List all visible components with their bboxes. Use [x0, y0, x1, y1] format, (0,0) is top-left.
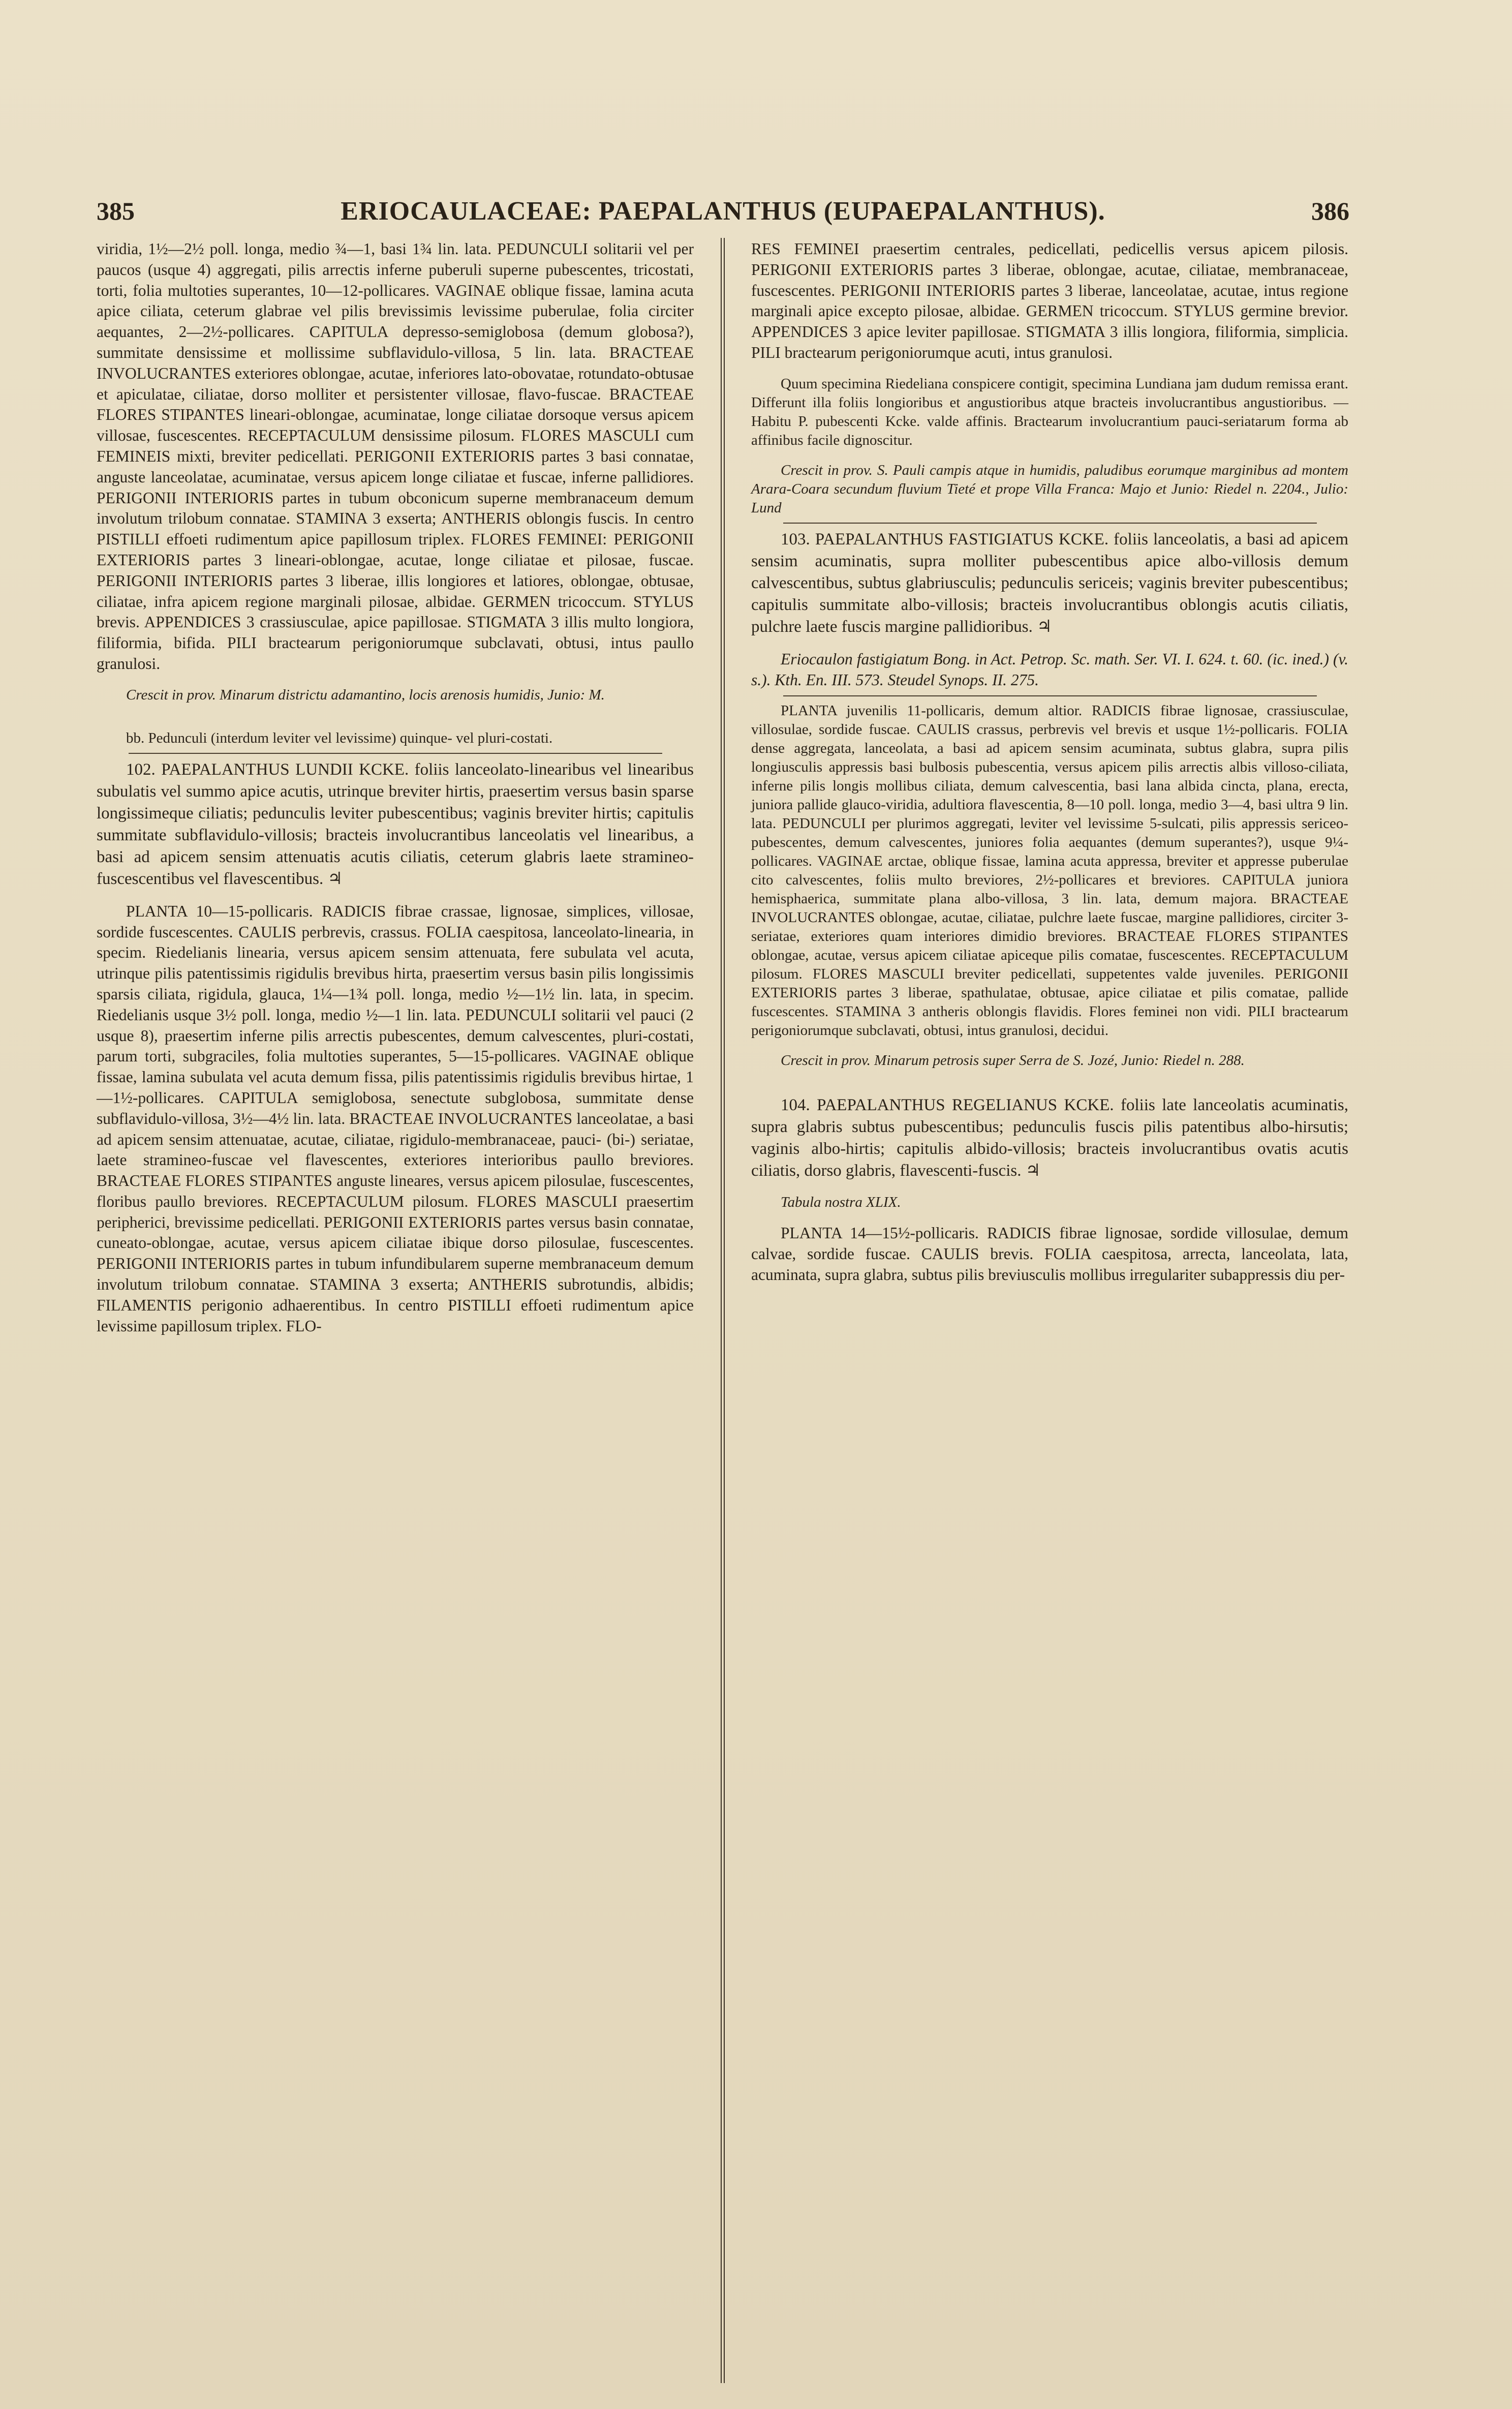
left-page-number: 385 [97, 197, 135, 225]
species-diagnosis: 102. PAEPALANTHUS LUNDII KCKE. foliis lanceolato-linearibus vel linearibus subulatis vel summo apice acutis, utrinque breviter hirtis, praesertim versus basin sparse longissimeque ciliatis; pedunculis leviter pubescentibus; vaginis breviter hirtis; capitulis summitate subflavidulo-villosis; bracteis involucrantibus lanceolatis vel linearibus, a basi ad apicem sensim attenuatis acutis ciliatis, ceterum glabris laete stramineo-fuscescentibus vel flavescentibus. ♃ [97, 760, 694, 888]
right-page-number: 386 [1311, 197, 1349, 225]
locality-note: Crescit in prov. Minarum districtu adamantino, locis arenosis humidis, Junio: M. [126, 686, 605, 703]
divider [783, 523, 1317, 524]
description-continuation: RES FEMINEI praesertim centrales, pedicellati, pedicellis versus apicem pilosis. PERIGONII EXTERIORIS partes 3 liberae, oblongae, acutae, ciliatae, membranaceae, fuscescentes. PERIGONII INTERIORIS partes 3 liberae, lanceolatae, acutae, intus regione marginali apice excepto pilosae, albidae. GERMEN tricoccum. STYLUS germine brevior. APPENDICES 3 apice leviter papillosae. STIGMATA 3 illis longiora, filiformia, simplicia. PILI bractearum perigoniorumque acuti, intus granulosi. [751, 240, 1348, 361]
left-column [97, 239, 694, 1336]
species-description: PLANTA 14—15½-pollicaris. RADICIS fibrae lignosae, sordide villosulae, demum calvae, sordide fuscae. CAULIS brevis. FOLIA caespitosa, arrecta, lanceolata, lata, acuminata, supra glabra, subtus pilis breviusculis mollibus irregulariter subappressis diu per- [751, 1224, 1348, 1284]
remarks: Quum specimina Riedeliana conspicere contigit, specimina Lundiana jam dudum remissa erant. Differunt illa foliis longioribus et angustioribus atque bracteis involucrantibus angustioribus. — Habitu P. pubescenti Kcke. valde affinis. Bractearum involucrantium pauci-seriatarum forma ab affinibus facile dignoscitur. [751, 375, 1348, 448]
section-key: bb. Pedunculi (interdum leviter vel levissime) quinque- vel pluri-costati. [126, 729, 553, 746]
right-column [751, 239, 1348, 1286]
species-diagnosis: 103. PAEPALANTHUS FASTIGIATUS KCKE. foliis lanceolatis, a basi ad apicem sensim acuminatis, supra molliter pubescentibus apice albo-villosis demum calvescentibus, subtus glabriusculis; pedunculis sericeis; vaginis breviter pubescentibus; capitulis summitate albo-villosis; bracteis involucrantibus oblongis acutis ciliatis, pulchre laete fuscis margine pallidioribus. ♃ [751, 530, 1348, 636]
page-header [97, 196, 1349, 232]
running-title: ERIOCAULACEAE: PAEPALANTHUS (EUPAEPALANTHUS). [341, 197, 1105, 226]
species-description: PLANTA juvenilis 11-pollicaris, demum altior. RADICIS fibrae lignosae, crassiusculae, villosulae, sordide fuscae. CAULIS crassus, perbrevis vel brevis et usque 1½-pollicaris. FOLIA dense aggregata, lanceolata, a basi ad apicem sensim acuminata, subtus glabra, supra pilis longiusculis appressis basi bulbosis pubescentia, versus apicem pilis arrectis albis villoso-ciliata, inferne pilis longis mollibus ciliata, demum calvescentia, basi lana albida cincta, plana, erecta, juniora pallide glauco-viridia, adultiora flavescentia, 8—10 poll. longa, medio 3—4, basi ultra 9 lin. lata. PEDUNCULI per plurimos aggregati, leviter vel levissime 5-sulcati, pilis appressis sericeo-pubescentes, demum calvescentes, juniores folia aequantes (demum superantes?), usque 9¼-pollicares. VAGINAE arctae, oblique fissae, lamina acuta appressa, breviter et appresse puberulae cito calvescentes, foliis multo breviores, 2½-pollicares et breviores. CAPITULA juniora hemisphaerica, summitate plana albo-villosa, 3 lin. lata, demum majora. BRACTEAE INVOLUCRANTES oblongae, acutae, ciliatae, pulchre laete fuscae, margine pallidiores, circiter 3-seriatae, exteriores quam interiores dimidio breviores. BRACTEAE FLORES STIPANTES oblongae, acutae, versus apicem ciliatae apiceque pilis comatae, fuscescentes. RECEPTACULUM pilosum. FLORES MASCULI breviter pedicellati, suppetentes valde juveniles. PERIGONII EXTERIORIS partes 3 liberae, spathulatae, obtusae, apice ciliatae et pilis comatae, pallide fuscescentes. STAMINA 3 antheris oblongis flavidis. Flores feminei non vidi. PILI bractearum perigoniorumque subclavati, obtusi, intus granulosi, decidui. [751, 703, 1348, 1039]
locality-note: Crescit in prov. S. Pauli campis atque in humidis, paludibus eorumque marginibus ad montem Arara-Coara secundum fluvium Tieté et prope Villa Franca: Majo et Junio: Riedel n. 2204., Julio: Lund [751, 462, 1348, 516]
locality-note: Crescit in prov. Minarum petrosis super Serra de S. Jozé, Junio: Riedel n. 288. [781, 1052, 1245, 1069]
species-diagnosis: 104. PAEPALANTHUS REGELIANUS KCKE. foliis late lanceolatis acuminatis, supra glabris subtus pubescentibus; pedunculis fuscis pilis patentibus albo-hirsutis; vaginis albo-hirtis; capitulis albido-villosis; bracteis involucrantibus ovatis acutis ciliatis, dorso glabris, flavescenti-fuscis. ♃ [751, 1096, 1348, 1180]
divider [129, 753, 662, 754]
column-rule [721, 238, 725, 2383]
species-description: PLANTA 10—15-pollicaris. RADICIS fibrae crassae, lignosae, simplices, villosae, sordide fuscescentes. CAULIS perbrevis, crassus. FOLIA caespitosa, lanceolato-linearia, in specim. Riedelianis linearia, versus apicem sensim attenuata, fere subulata vel acuta, utrinque pilis patentissimis rigidulis brevibus hirta, praesertim versus basin pilis longissimis sparsis ciliata, rigidula, glauca, 1¼—1¾ poll. longa, medio ½—1½ lin. lata, in specim. Riedelianis usque 3½ poll. longa, medio ½—1 lin. lata. PEDUNCULI solitarii vel pauci (2 usque 8), praesertim inferne pilis arrectis pubescentes, demum calvescentes, pluri-costati, parum torti, subgraciles, folia multoties superantes, 5—15-pollicares. VAGINAE oblique fissae, lamina subulata vel acuta demum fissa, pilis patentissimis rigidulis brevibus hirtae, 1—1½-pollicares. CAPITULA semiglobosa, senectute subglobosa, summitate dense subflavidulo-villosa, 3½—4½ lin. lata. BRACTEAE INVOLUCRANTES lanceolatae, a basi ad apicem sensim attenuatae, acutae, ciliatae, rigidulo-membranaceae, pauci- (bi-) seriatae, laete stramineo-fuscae vel flavescentes, exteriores interioribus paullo breviores. BRACTEAE FLORES STIPANTES anguste lineares, versus apicem pilosulae, fuscescentes, floribus paullo breviores. RECEPTACULUM pilosum. FLORES MASCULI praesertim peripherici, brevissime pedicellati. PERIGONII EXTERIORIS partes versus basin connatae, cuneato-oblongae, acutae, versus apicem ciliatae ibique dorso pilosulae, fuscescentes. PERIGONII INTERIORIS partes in tubum infundibularem superne membranaceum demum involutum trilobum connatae. STAMINA 3 exserta; ANTHERIS subrotundis, albidis; FILAMENTIS perigonio adhaerentibus. In centro PISTILLI effoeti rudimentum apice levissime papillosum triplex. FLO- [97, 902, 694, 1335]
plate-reference: Tabula nostra XLIX. [781, 1194, 901, 1211]
synonymy: Eriocaulon fastigiatum Bong. in Act. Petrop. Sc. math. Ser. VI. I. 624. t. 60. (ic. ined.) (v. s.). Kth. En. III. 573. Steudel Synops. II. 275. [751, 650, 1348, 689]
description-paragraph: viridia, 1½—2½ poll. longa, medio ¾—1, basi 1¾ lin. lata. PEDUNCULI solitarii vel per paucos (usque 4) aggregati, pilis arrectis inferne puberuli superne pubescentes, tricostati, torti, folia multoties superantes, 10—12-pollicares. VAGINAE oblique fissae, lamina acuta apice ciliata, ceterum glabrae vel pilis brevissimis levissime puberulae, folia circiter aequantes, 2—2½-pollicares. CAPITULA depresso-semiglobosa (demum globosa?), summitate densissime et mollissime subflavidulo-villosa, 5 lin. lata. BRACTEAE INVOLUCRANTES exteriores oblongae, acutae, inferiores lato-obovatae, rotundato-obtusae et apiculatae, ciliatae, dorso molliter et persistenter villosae, flavo-fuscae. BRACTEAE FLORES STIPANTES lineari-oblongae, acuminatae, longe ciliatae dorsoque versus apicem villosae, fuscescentes. RECEPTACULUM densissime pilosum. FLORES MASCULI cum FEMINEIS mixti, breviter pedicellati. PERIGONII EXTERIORIS partes 3 basi connatae, anguste lanceolatae, acuminatae, versus apicem longe ciliatae et fuscae, inferne pallidiores. PERIGONII INTERIORIS partes in tubum obconicum superne membranaceum demum involutum trilobum connatae. STAMINA 3 exserta; ANTHERIS oblongis fuscis. In centro PISTILLI effoeti rudimentum apice papillosum triplex. FLORES FEMINEI: PERIGONII EXTERIORIS partes 3 lineari-oblongae, acutae, longe ciliatae et pilosae, fuscae. PERIGONII INTERIORIS partes 3 liberae, illis longiores et latiores, oblongae, obtusae, ciliatae, infra apicem regione marginali pilosae, albidae. GERMEN tricoccum. STYLUS brevis. APPENDICES 3 crassiusculae, apice papillosae. STIGMATA 3 illis multo longiora, filiformia, bifida. PILI bractearum perigoniorumque subclavati, obtusi, intus paullo granulosi. [97, 240, 694, 673]
divider [783, 695, 1317, 696]
